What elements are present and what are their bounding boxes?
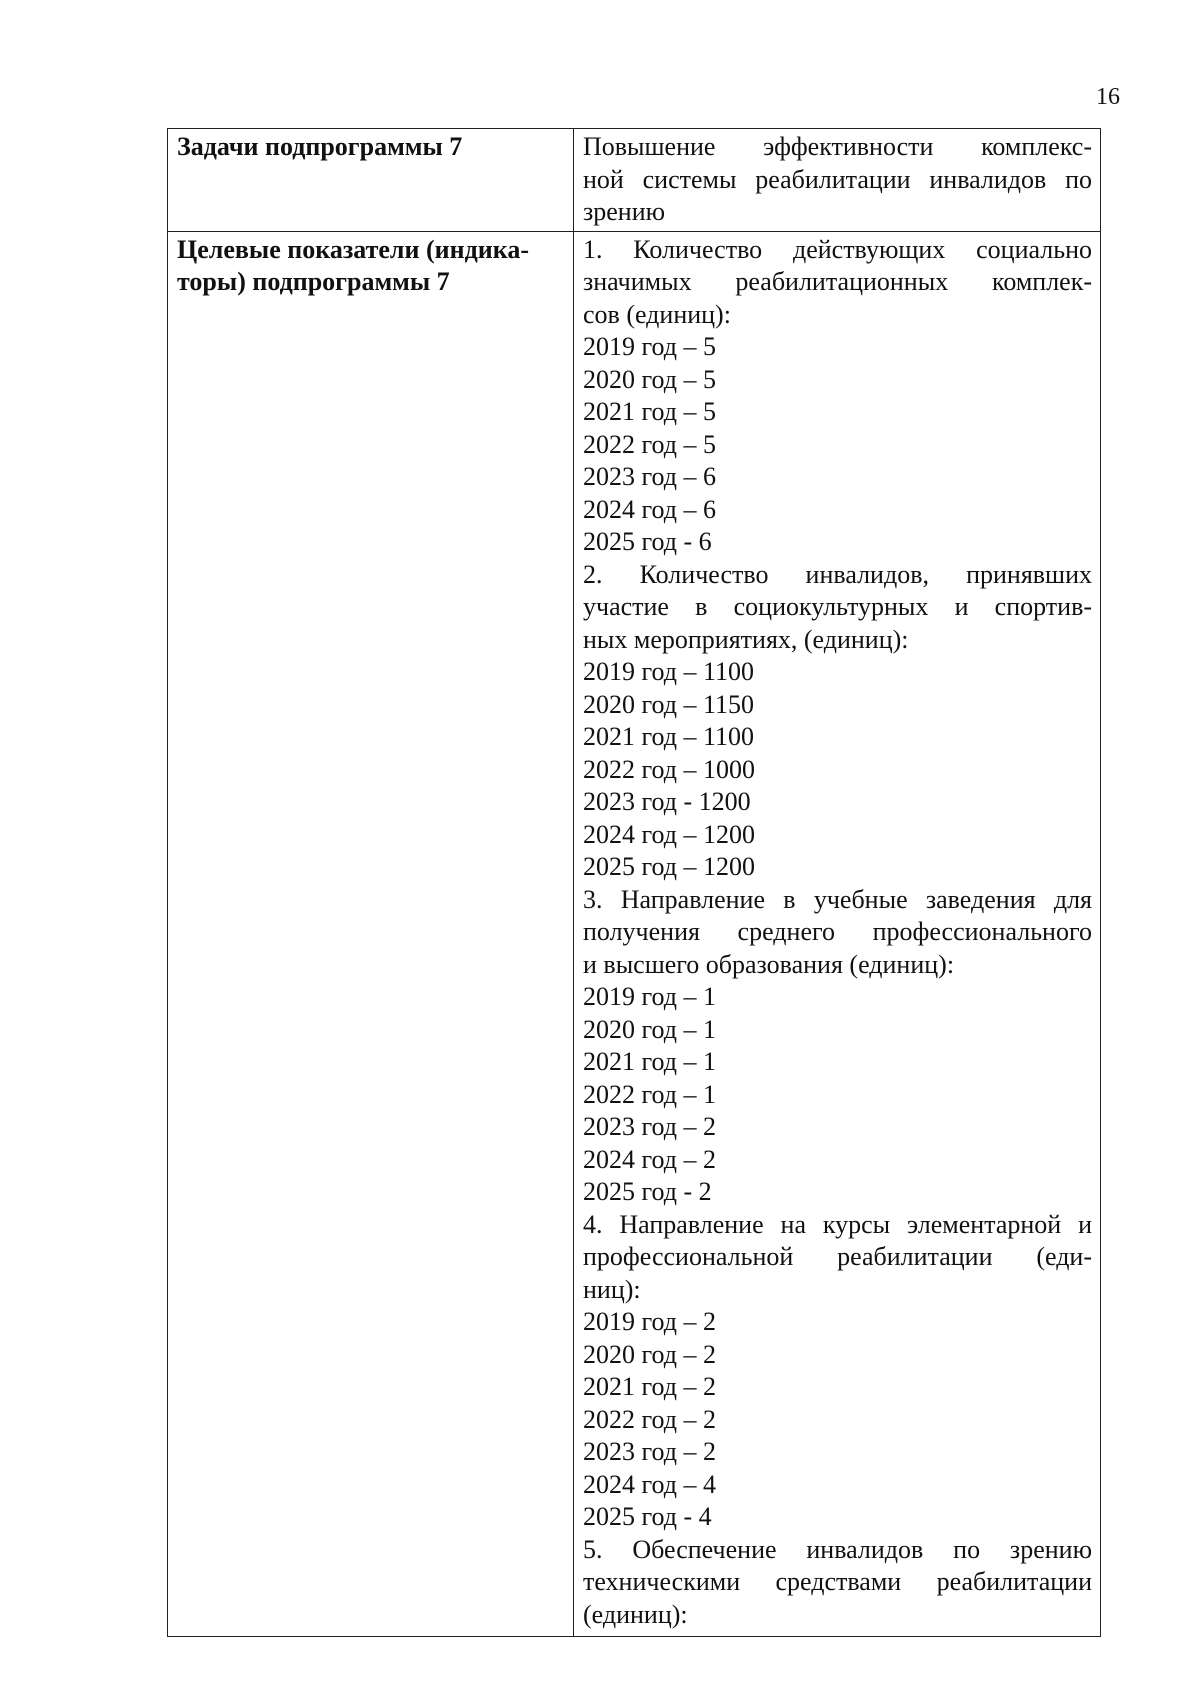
indicator-block bbox=[583, 234, 1092, 559]
indicator-block bbox=[583, 1534, 1092, 1632]
indicator-year-value: 2024 год – 2 bbox=[583, 1144, 716, 1174]
indicator-title-line: 1. Количество действующих социально bbox=[583, 234, 1092, 264]
indicator-year-value: 2019 год – 5 bbox=[583, 332, 716, 361]
indicator-year-value: 2022 год – 2 bbox=[583, 1404, 716, 1434]
indicator-year-value: 2019 год – 1100 bbox=[583, 657, 755, 686]
indicator-title-line: 2. Количество инвалидов, принявших bbox=[583, 559, 1092, 589]
row-value-indicators bbox=[574, 231, 1101, 1636]
indicator-year-value: 2023 год - 1200 bbox=[583, 787, 751, 816]
label-line: Задачи подпрограммы 7 bbox=[177, 132, 463, 161]
indicator-title-line: участие в социокультурных и спортив- bbox=[583, 592, 1092, 621]
indicator-year-value: 2025 год – 1200 bbox=[583, 852, 755, 881]
row-label-indicators bbox=[168, 231, 574, 1636]
indicator-year-value: 2025 год - 4 bbox=[583, 1502, 712, 1531]
indicator-title-line: ниц): bbox=[583, 1274, 641, 1304]
indicator-year-value: 2020 год – 1 bbox=[583, 1014, 716, 1044]
page-number: 16 bbox=[1096, 84, 1120, 110]
indicator-year-value: 2021 год – 2 bbox=[583, 1372, 716, 1401]
indicator-year-value: 2021 год – 5 bbox=[583, 397, 716, 426]
indicator-block bbox=[583, 559, 1092, 884]
indicator-title-line: техническими средствами реабилитации bbox=[583, 1567, 1092, 1596]
indicator-title-line: получения среднего профессионального bbox=[583, 917, 1092, 946]
indicator-year-value: 2025 год - 2 bbox=[583, 1177, 712, 1206]
indicator-year-value: 2023 год – 2 bbox=[583, 1437, 716, 1466]
indicator-year-value: 2020 год – 2 bbox=[583, 1339, 716, 1369]
label-line: торы) подпрограммы 7 bbox=[177, 267, 450, 296]
indicator-year-value: 2020 год – 5 bbox=[583, 364, 716, 394]
indicator-year-value: 2022 год – 1000 bbox=[583, 754, 755, 784]
label-line: Целевые показатели (индика- bbox=[177, 234, 529, 264]
indicator-year-value: 2024 год – 4 bbox=[583, 1469, 716, 1499]
indicator-title-line: 3. Направление в учебные заведения для bbox=[583, 884, 1092, 914]
indicator-year-value: 2020 год – 1150 bbox=[583, 689, 755, 719]
indicator-year-value: 2024 год – 6 bbox=[583, 494, 716, 524]
row-label-tasks bbox=[168, 129, 574, 232]
row-value-tasks bbox=[574, 129, 1101, 232]
indicator-year-value: 2023 год – 2 bbox=[583, 1112, 716, 1141]
indicator-title-line: профессиональной реабилитации (еди- bbox=[583, 1242, 1092, 1271]
indicator-title-line: и высшего образования (единиц): bbox=[583, 949, 955, 979]
indicator-year-value: 2023 год – 6 bbox=[583, 462, 716, 491]
indicator-year-value: 2025 год - 6 bbox=[583, 527, 712, 556]
indicator-year-value: 2021 год – 1 bbox=[583, 1047, 716, 1076]
indicator-title-line: ных мероприятиях, (единиц): bbox=[583, 624, 909, 654]
indicator-title-line: значимых реабилитационных комплек- bbox=[583, 267, 1092, 296]
indicator-year-value: 2024 год – 1200 bbox=[583, 819, 755, 849]
indicator-title-line: 4. Направление на курсы элементарной и bbox=[583, 1209, 1092, 1239]
value-line: Повышение эффективности комплекс- bbox=[583, 132, 1092, 161]
value-line: зрению bbox=[583, 197, 666, 226]
indicator-year-value: 2021 год – 1100 bbox=[583, 722, 755, 751]
subprogram-passport-table bbox=[167, 128, 1101, 1637]
indicator-block bbox=[583, 1209, 1092, 1534]
table-row bbox=[168, 231, 1101, 1636]
indicator-year-value: 2019 год – 1 bbox=[583, 982, 716, 1011]
indicator-title-line: (единиц): bbox=[583, 1599, 688, 1629]
indicator-year-value: 2019 год – 2 bbox=[583, 1307, 716, 1336]
indicator-title-line: 5. Обеспечение инвалидов по зрению bbox=[583, 1534, 1092, 1564]
table-row bbox=[168, 129, 1101, 232]
indicator-block bbox=[583, 884, 1092, 1209]
indicator-year-value: 2022 год – 5 bbox=[583, 429, 716, 459]
indicator-title-line: сов (единиц): bbox=[583, 299, 731, 329]
value-line: ной системы реабилитации инвалидов по bbox=[583, 164, 1092, 194]
indicator-year-value: 2022 год – 1 bbox=[583, 1079, 716, 1109]
